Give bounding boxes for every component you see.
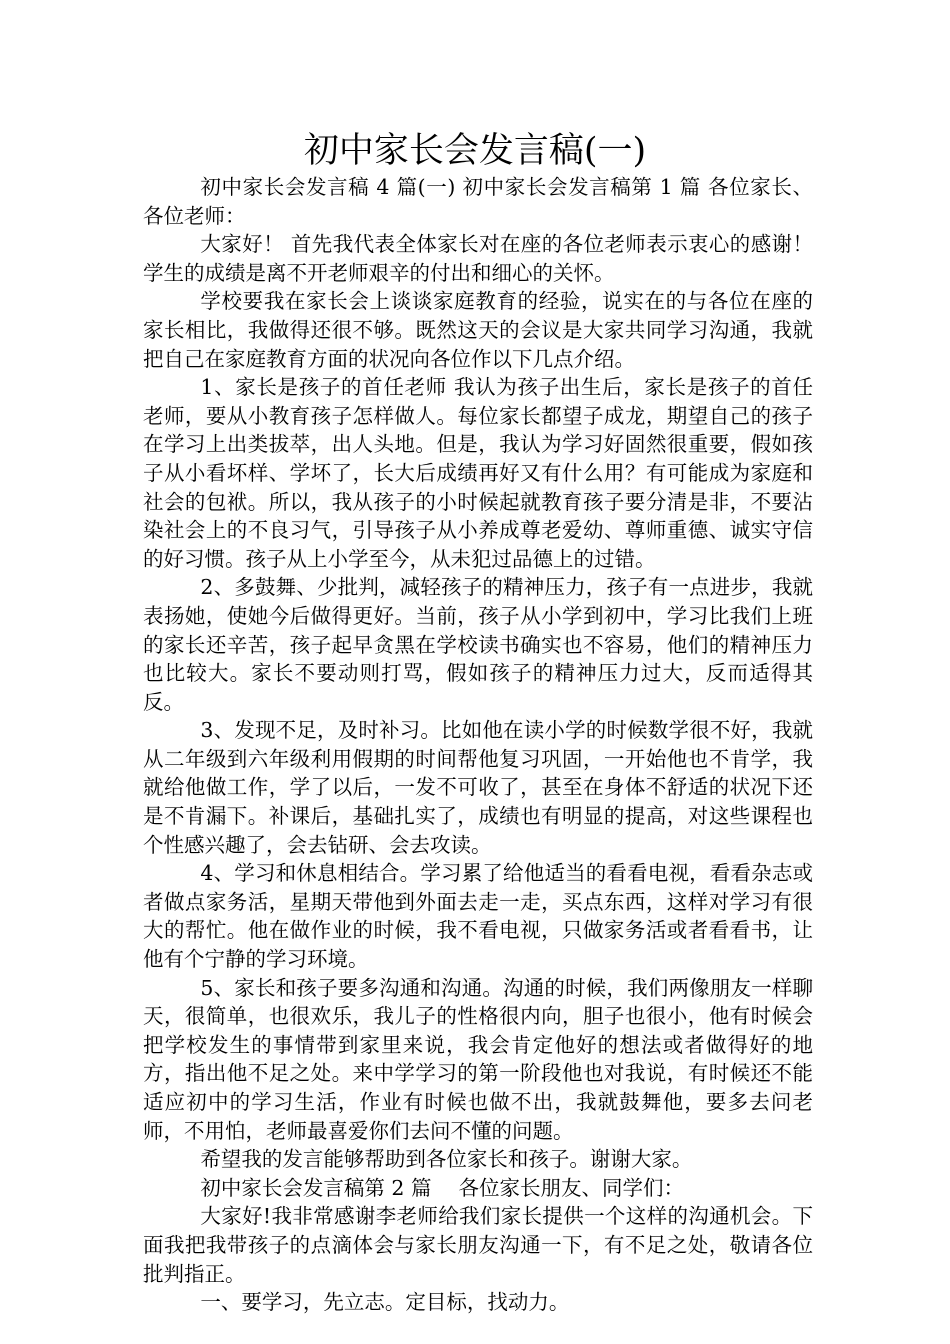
document-body [143, 173, 813, 1317]
document-title: 初中家长会发言稿(一) [303, 131, 647, 171]
paragraph: 大家好！ 首先我代表全体家长对在座的各位老师表示衷心的感谢！学生的成绩是离不开老师艰辛的付出和细心的关怀。 [143, 232, 813, 285]
paragraph: 学校要我在家长会上谈谈家庭教育的经验，说实在的与各位在座的家长相比，我做得还很不够。既然这天的会议是大家共同学习沟通，我就把自己在家庭教育方面的状况向各位作以下几点介绍。 [143, 289, 813, 371]
paragraph: 3、发现不足，及时补习。比如他在读小学的时候数学很不好，我就从二年级到六年级利用假期的时间帮他复习巩固，一开始他也不肯学，我就给他做工作，学了以后，一发不可收了，甚至在身体不舒适的状况下还是不肯漏下。补课后，基础扎实了，成绩也有明显的提高，对这些课程也个性感兴趣了，会去钻研、会去攻读。 [143, 718, 813, 857]
paragraph: 初中家长会发言稿 4 篇(一) 初中家长会发言稿第 1 篇 各位家长、各位老师： [143, 175, 813, 228]
paragraph: 1、家长是孩子的首任老师 我认为孩子出生后，家长是孩子的首任老师，要从小教育孩子怎样做人。每位家长都望子成龙，期望自己的孩子在学习上出类拔萃，出人头地。但是，我认为学习好固然很重要，假如孩子从小看坏样、学坏了，长大后成绩再好又有什么用？有可能成为家庭和社会的包袱。所以，我从孩子的小时候起就教育孩子要分清是非，不要沾染社会上的不良习气，引导孩子从小养成尊老爱幼、尊师重德、诚实守信的好习惯。孩子从上小学至今，从未犯过品德上的过错。 [143, 375, 813, 571]
paragraph: 一、要学习，先立志。定目标，找动力。 [200, 1290, 570, 1315]
paragraph: 2、多鼓舞、少批判，减轻孩子的精神压力，孩子有一点进步，我就表扬她，使她今后做得更好。当前，孩子从小学到初中，学习比我们上班的家长还辛苦，孩子起早贪黑在学校读书确实也不容易，他们的精神压力也比较大。家长不要动则打骂，假如孩子的精神压力过大，反而适得其反。 [143, 575, 813, 714]
paragraph: 4、学习和休息相结合。学习累了给他适当的看看电视，看看杂志或者做点家务活，星期天带他到外面去走一走，买点东西，这样对学习有很大的帮忙。他在做作业的时候，我不看电视，只做家务活或者看看书，让他有个宁静的学习环境。 [143, 861, 813, 972]
paragraph: 希望我的发言能够帮助到各位家长和孩子。谢谢大家。 [200, 1147, 693, 1172]
paragraph: 5、家长和孩子要多沟通和沟通。沟通的时候，我们两像朋友一样聊天，很简单，也很欢乐，我儿子的性格很内向，胆子也很小，他有时候会把学校发生的事情带到家里来说，我会肯定他好的想法或者做得好的地方，指出他不足之处。来中学学习的第一阶段他也对我说，有时候还不能适应初中的学习生活，作业有时候也做不出，我就鼓舞他，要多去问老师，不用怕，老师最喜爱你们去问不懂的问题。 [143, 975, 813, 1143]
paragraph: 初中家长会发言稿第 2 篇 各位家长朋友、同学们： [200, 1175, 684, 1200]
paragraph: 大家好!我非常感谢李老师给我们家长提供一个这样的沟通机会。下面我把我带孩子的点滴体会与家长朋友沟通一下，有不足之处，敬请各位批判指正。 [143, 1204, 813, 1286]
